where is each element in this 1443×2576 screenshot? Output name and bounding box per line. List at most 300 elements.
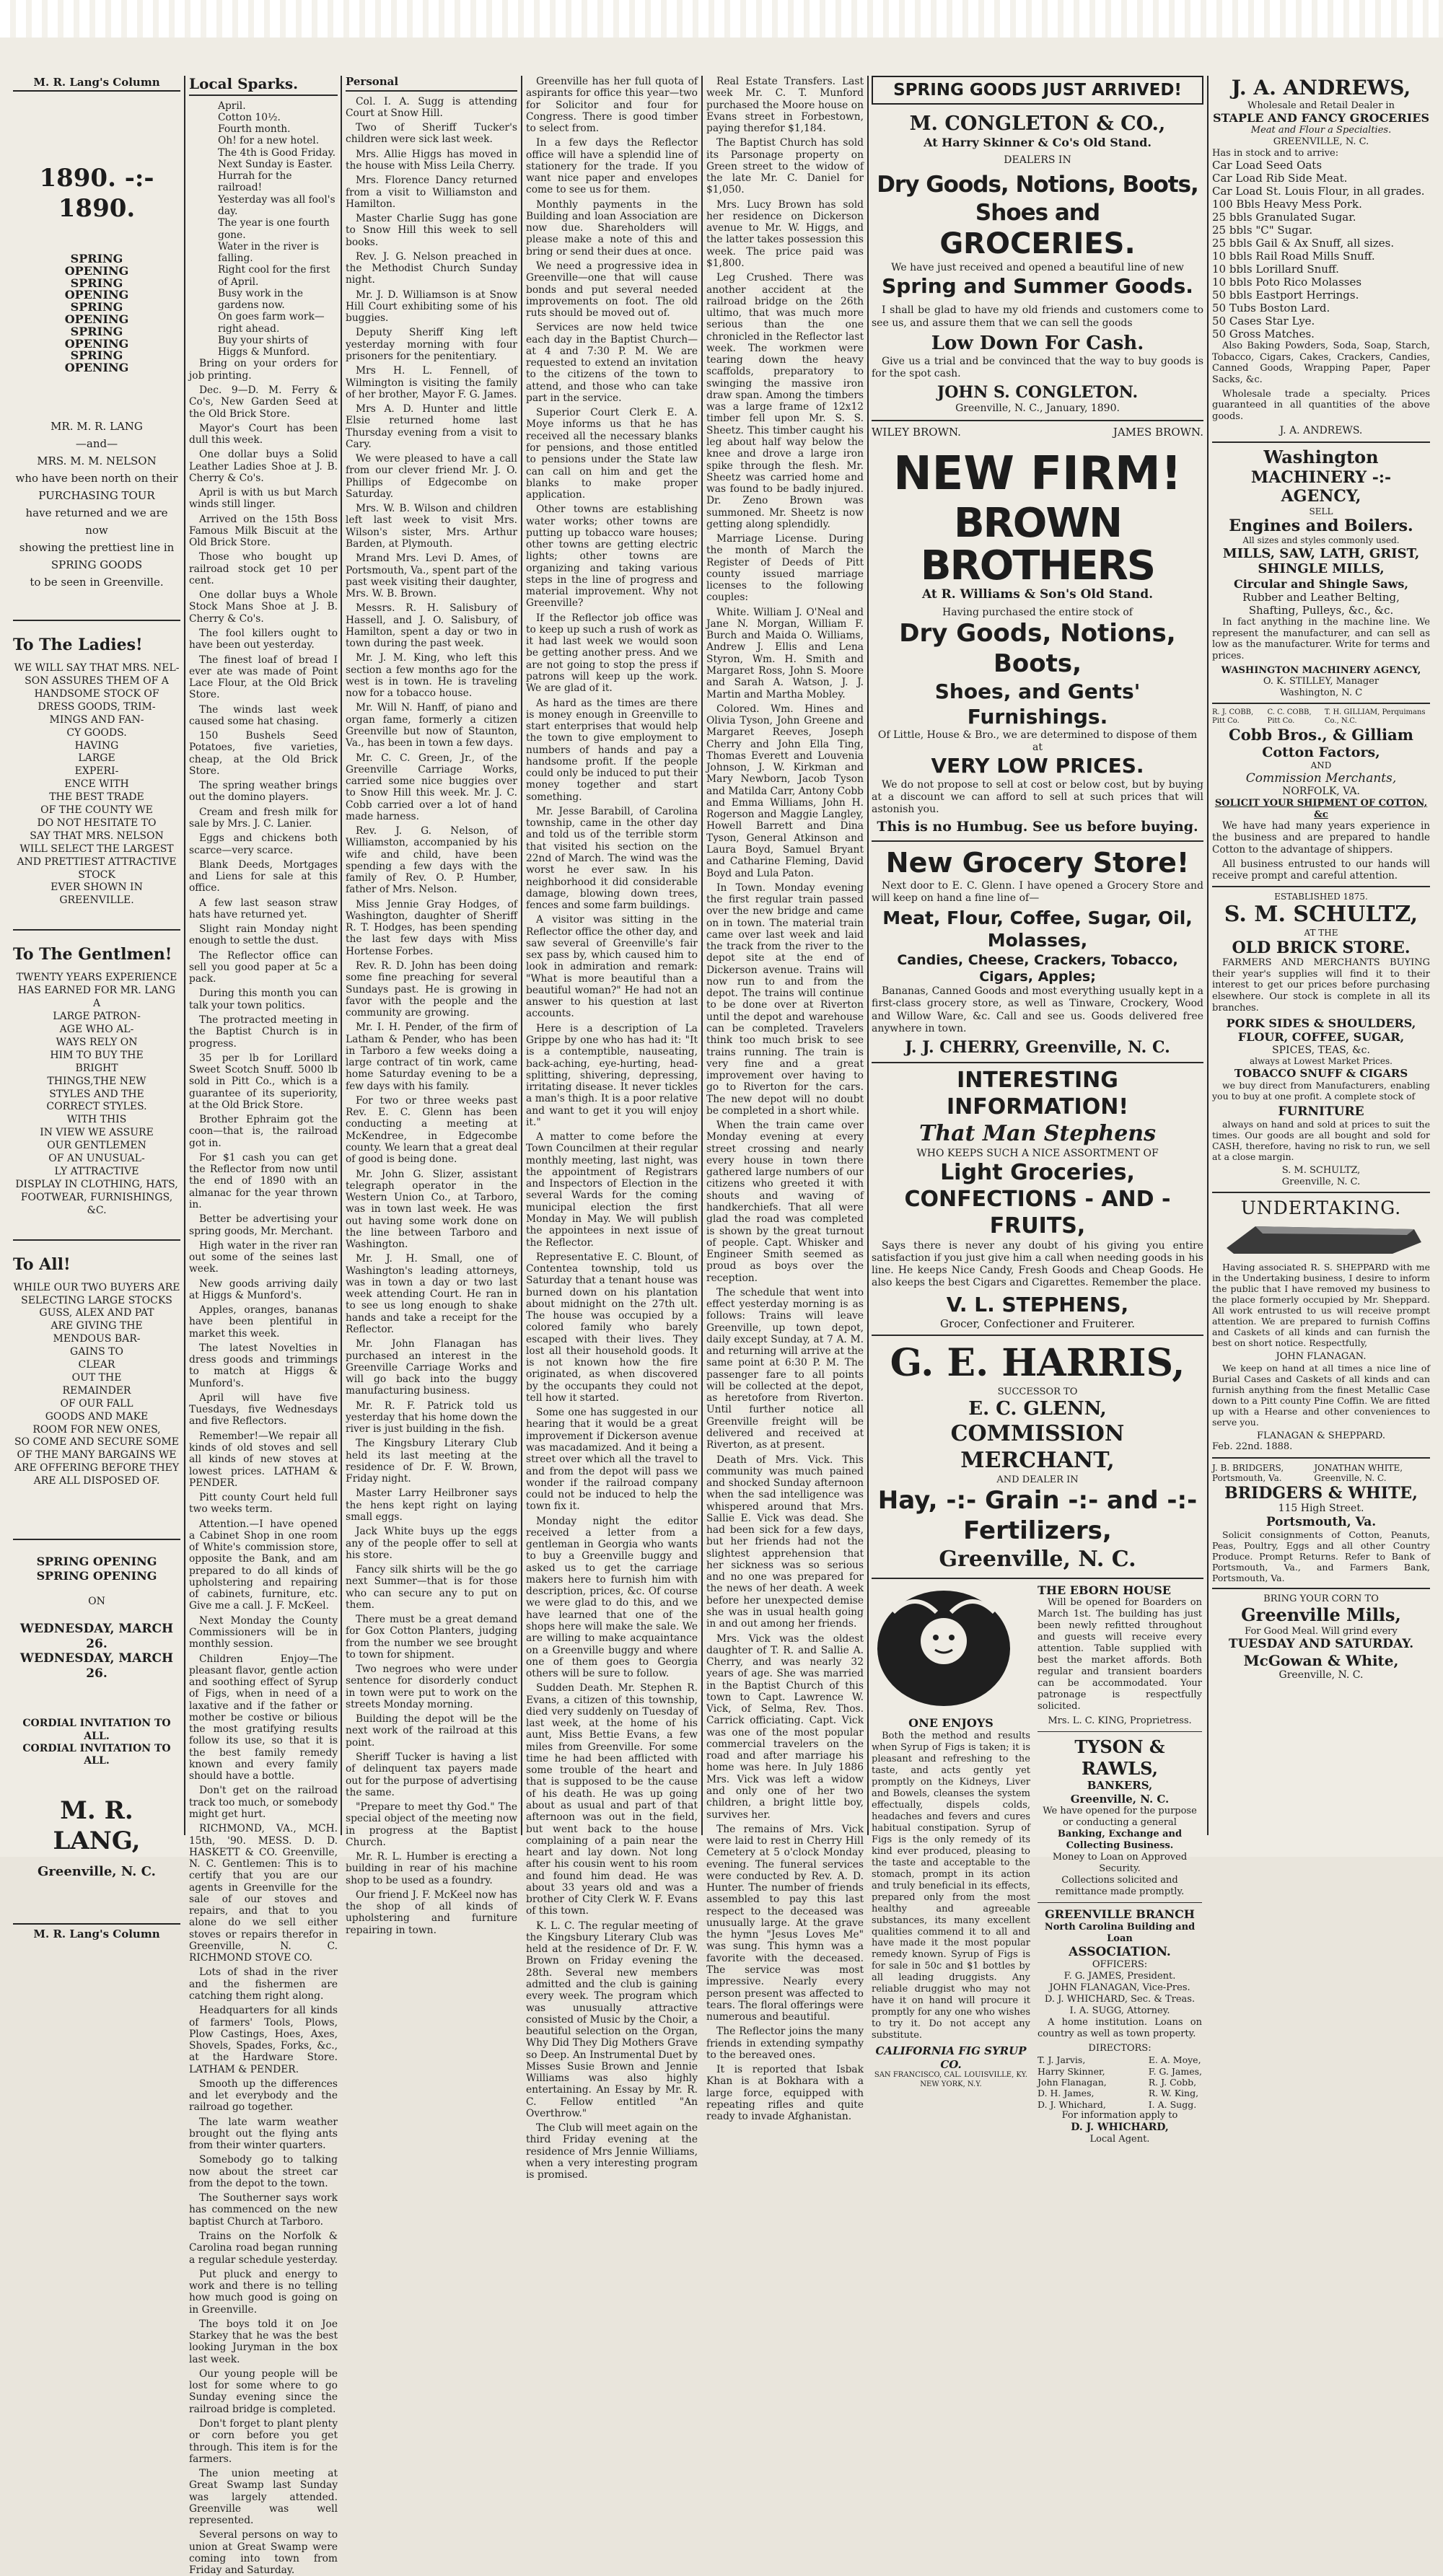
figs-company: CALIFORNIA FIG SYRUP CO. xyxy=(875,2044,1027,2071)
andrews-sign: J. A. ANDREWS. xyxy=(1279,425,1363,437)
local-spark-item: A few last season straw hats have returned yet. xyxy=(189,897,338,920)
ladies-line: OF THE COUNTY WE xyxy=(40,804,153,817)
schultz-tobacco: TOBACCO SNUFF & CIGARS xyxy=(1234,1066,1408,1080)
spark-line: Fourth month. xyxy=(218,123,291,136)
local-spark-item: The fool killers ought to have been out yesterday. xyxy=(189,628,338,651)
gentlemen-line: DISPLAY IN CLOTHING, HATS, xyxy=(15,1178,178,1190)
congleton-sign: JOHN S. CONGLETON. xyxy=(937,383,1139,403)
local-spark-item: Put pluck and energy to work and there is no telling how much good is going on in Greenville. xyxy=(189,2268,338,2316)
figs-cities: SAN FRANCISCO, CAL. LOUISVILLE, KY. NEW YORK, N.Y. xyxy=(874,2071,1028,2088)
stephens-who: WHO KEEPS SUCH A NICE ASSORTMENT OF xyxy=(916,1147,1159,1159)
branch-directors-head: DIRECTORS: xyxy=(1088,2043,1152,2054)
tyson-collect: Collections solicited and remittance made promptly. xyxy=(1055,1874,1185,1897)
local-spark-item: Blank Deeds, Mortgages and Liens for sale at this office. xyxy=(189,858,338,894)
brown-goods-1: Dry Goods, Notions, Boots, xyxy=(899,619,1176,679)
personal-item: The Kingsbury Literary Club held its last meeting at the residence of Dr. F. W. Brown, Friday night. xyxy=(346,1438,517,1485)
brown-prices: VERY LOW PRICES. xyxy=(931,754,1144,778)
cobb-body: We have had many years experience in the business and are prepared to handle Cotton to the advantage of shippers. xyxy=(1212,820,1430,856)
cordial-line: CORDIAL INVITATION TO ALL. xyxy=(22,1718,171,1742)
schultz-sign-place: Greenville, N. C. xyxy=(1281,1176,1361,1187)
date-line: WEDNESDAY, MARCH 26. xyxy=(19,1651,174,1682)
washington-shafting: Shafting, Pulleys, &c., &c. xyxy=(1248,604,1394,617)
news-item: In Town. Monday evening the first regular train passed over the new bridge and came on in town. The material train came over last week and laid the track from the river to the depot site at the end of Dickerson avenue. Trains will now run to and from the depot. The trains will continue to be done over at Riverton until the depot and warehouse can be completed. Travelers think too much brisk to see trains running. The train is very fine and a great improvement over having to go to Riverton for the cars. The new depot will no doubt be completed in a short while. xyxy=(706,882,864,1117)
ladies-line: EXPERI- xyxy=(74,765,119,778)
local-spark-item: New goods arriving daily at Higgs & Munford's. xyxy=(189,1278,338,1301)
stephens-sign: V. L. STEPHENS, xyxy=(946,1292,1129,1316)
personal-item: Mr. John G. Slizer, assistant telegraph operator in the Western Union Co., at Tarboro, was in town last week. He was out having some work done on the line between Tarboro and Washington. xyxy=(346,1168,517,1251)
local-spark-item: The winds last week caused some hat chasing. xyxy=(189,703,338,727)
advertisements-wide-column xyxy=(872,76,1203,2145)
branch-agent-role: Local Agent. xyxy=(1089,2134,1150,2145)
spark-line: Yesterday was all fool's day. xyxy=(218,193,335,217)
local-spark-item: Cream and fresh milk for sale by Mrs. J. C. Lanier. xyxy=(189,806,338,830)
grocery-body: Bananas, Canned Goods and most everything usually kept in a first-class grocery store, as well as Tinware, Crockery, Wood and Willow Ware, &c. Call and see us. Goods delivered free anywhere in town. xyxy=(872,985,1203,1034)
local-spark-item: Don't forget to plant plenty or corn before you get through. This item is for the farmers. xyxy=(189,2418,338,2465)
local-spark-item: Mayor's Court has been dull this week. xyxy=(189,422,338,447)
schultz-est: ESTABLISHED 1875. xyxy=(1274,892,1368,902)
lang-column xyxy=(13,76,180,1940)
casket-illustration xyxy=(1212,1219,1429,1258)
undertaking-body: Having associated R. S. SHEPPARD with me in the Undertaking business, I desire to inform the public that I have removed my business to the place formerly occupied by Mr. Sheppard. All work entrusted to us will receive prompt attention. We are prepared to furnish Coffins and Caskets of all kinds and can furnish the best on short notice. Respectfully, xyxy=(1212,1262,1430,1349)
column-rule xyxy=(341,76,342,1835)
all-line: ARE ALL DISPOSED OF. xyxy=(33,1475,160,1487)
mills-place: Greenville, N. C. xyxy=(1278,1669,1364,1681)
branch-officer: I. A. SUGG, Attorney. xyxy=(1069,2005,1170,2017)
editorial-item: A matter to come before the Town Councilmen at their regular monthly meeting, last night, was the appointment of Registrars and Inspectors of Election in the several Wards for the coming municipal election the first Monday in May. We will publish the appointees in next issue of the Reflector. xyxy=(526,1131,698,1249)
tour-line: MRS. M. M. NELSON xyxy=(37,454,157,468)
local-spark-item: Several persons on way to union at Great Swamp were coming into town from Friday and Saturday. xyxy=(189,2529,338,2576)
personal-item: Mrs A. D. Hunter and little Elsie returned home last Thursday evening from a visit to Cary. xyxy=(346,403,517,450)
cobb-body-2: All business entrusted to our hands will receive prompt and careful attention. xyxy=(1212,858,1430,882)
news-item: The Reflector joins the many friends in extending sympathy to the bereaved ones. xyxy=(706,2026,864,2061)
sparks-paragraphs xyxy=(189,358,338,2576)
schultz-furniture-body: always on hand and sold at prices to suit the times. Our goods are all bought and sold for CASH, therefore, having no risk to run, we sell at a close margin. xyxy=(1212,1119,1430,1163)
branch-body: A home institution. Loans on country as well as town property. xyxy=(1038,2017,1202,2040)
tour-line: to be seen in Greenville. xyxy=(30,576,164,589)
cobb-partner: R. J. COBB, Pitt Co. xyxy=(1212,708,1254,726)
cobb-name: Cobb Bros., & Gilliam xyxy=(1229,726,1413,744)
column-header: M. R. Lang's Column xyxy=(13,76,180,92)
editorial-item: Some one has suggested in our hearing that it would be a great improvement if Dickerson avenue was macadamized. And it being a street over which all the travel to and from the depot will pass we wonder if the railroad company could not be induced to help the town fix it. xyxy=(526,1407,698,1513)
gentlemen-line: CORRECT STYLES. xyxy=(46,1101,147,1113)
advertisements-right-column xyxy=(1212,76,1430,1835)
andrews-also: Also Baking Powders, Soda, Soap, Starch, Tobacco, Cigars, Cakes, Crackers, Candies, Canned Goods, Wrapping Paper, Paper Sacks, &c. xyxy=(1212,340,1430,385)
personal-item: Two negroes who were under sentence for disorderly conduct in town were put to work on the streets Monday morning. xyxy=(346,1663,517,1710)
stephens-light: Light Groceries, xyxy=(940,1160,1135,1186)
stock-item: 25 bbls Gail & Ax Snuff, all sizes. xyxy=(1212,237,1395,250)
new-firm-heading: NEW FIRM! xyxy=(893,447,1182,501)
director: E. A. Moye, xyxy=(1148,2054,1201,2066)
ladies-line: WE WILL SAY THAT MRS. NEL- xyxy=(14,662,180,674)
tour-line: who have been north on their xyxy=(15,472,178,485)
personal-item: Master Larry Heilbroner says the hens kept right on laying small eggs. xyxy=(346,1487,517,1523)
director: Harry Skinner, xyxy=(1038,2065,1105,2077)
stock-item: 25 bbls "C" Sugar. xyxy=(1212,224,1313,237)
gentlemen-line: LY ATTRACTIVE xyxy=(54,1165,139,1177)
spring-opening-line: SPRING OPENING xyxy=(64,300,129,327)
schultz-body: FARMERS AND MERCHANTS BUYING their year's supplies will find it to their interest to get our prices before purchasing elsewhere. Our stock is complete in all its branches. xyxy=(1212,957,1430,1014)
personal-item: Mr. Will N. Hanff, of piano and organ fame, formerly a citizen Greenville but now of Staunton, Va., has been in town a few days. xyxy=(346,702,517,749)
editorial-item: Mr. Jesse Barabill, of Carolina township, came in the other day and told us of the terrible storm that visited his section on the 22nd of March. The wind was the worst he ever saw. In his neighborhood it did considerable damage, blowing down trees, fences and some farm buildings. xyxy=(526,805,698,912)
all-line: CLEAR xyxy=(78,1359,115,1371)
schultz-store: OLD BRICK STORE. xyxy=(1232,938,1411,957)
local-spark-item: The late warm weather brought out the flying ants from their winter quarters. xyxy=(189,2116,338,2152)
spark-line: Busy work in the gardens now. xyxy=(218,287,304,312)
news-item: It is reported that Isbak Khan is at Bokhara with a large force, equipped with repeating rifles and quite ready to invade Afghanistan. xyxy=(706,2064,864,2123)
personal-item: Mr. J. D. Williamson is at Snow Hill Court exhibiting some of his buggies. xyxy=(346,289,517,325)
branch-officer: JOHN FLANAGAN, Vice-Pres. xyxy=(1049,1982,1190,1994)
spark-line: The 4th is Good Friday. xyxy=(218,146,335,159)
gentlemen-line: LARGE PATRON- xyxy=(53,1011,141,1023)
news-item: White. William J. O'Neal and Jane N. Morgan, William F. Burch and Maida O. Williams, Andrew J. Ellis and Lena Styron, Wm. H. Smith and Margaret Ross, John S. Moore and Sarah A. Watson, J. J. Martin and Martha Mobley. xyxy=(706,606,864,700)
washington-engines: Engines and Boilers. xyxy=(1229,516,1413,536)
harris-dealer: AND DEALER IN xyxy=(996,1474,1079,1486)
undertaking-sign-2: FLANAGAN & SHEPPARD. xyxy=(1256,1430,1386,1441)
branch-officer: F. G. JAMES, President. xyxy=(1063,1971,1176,1982)
congleton-received: We have just received and opened a beautiful line of new xyxy=(891,261,1184,273)
tyson-biz: Banking, Exchange and Collecting Business. xyxy=(1057,1829,1183,1852)
page-top-edge xyxy=(0,0,1443,38)
all-line: MENDOUS BAR- xyxy=(53,1333,141,1345)
tour-line: —and— xyxy=(75,437,118,451)
divider xyxy=(13,1539,180,1540)
local-spark-item: Somebody go to talking now about the street car from the depot to the town. xyxy=(189,2154,338,2189)
personal-column xyxy=(346,75,517,1936)
gentlemen-line: OF AN UNUSUAL- xyxy=(48,1153,145,1165)
grocery-items: Meat, Flour, Coffee, Sugar, Oil, Molasses, xyxy=(882,907,1193,951)
tour-line: SPRING GOODS xyxy=(51,558,143,572)
spark-line: Water in the river is falling. xyxy=(218,240,320,265)
washington-circular: Circular and Shingle Saws, xyxy=(1233,577,1408,592)
column-rule xyxy=(184,76,185,1835)
local-spark-item: For $1 cash you can get the Reflector from now until the end of 1890 with an almanac for the year thrown in. xyxy=(189,1151,338,1210)
personal-item: We were pleased to have a call from our clever friend Mr. J. O. Phillips of Edgecombe on Saturday. xyxy=(346,453,517,500)
grocery-intro: Next door to E. C. Glenn. I have opened a Grocery Store and will keep on hand a fine line of— xyxy=(872,879,1203,904)
harris-commission: COMMISSION MERCHANT, xyxy=(950,1421,1125,1474)
spring-opening-line: SPRING OPENING xyxy=(64,348,129,375)
bridgers-name: BRIDGERS & WHITE, xyxy=(1224,1483,1418,1503)
column-footer: M. R. Lang's Column xyxy=(13,1923,180,1940)
stephens-role: Grocer, Confectioner and Fruiterer. xyxy=(939,1317,1136,1331)
column-rule xyxy=(701,76,703,1835)
washington-title: Washington xyxy=(1263,447,1379,468)
undertaking-title: UNDERTAKING. xyxy=(1240,1197,1402,1219)
news-item: The remains of Mrs. Vick were laid to rest in Cherry Hill Cemetery at 5 o'clock Monday evening. The funeral services were conducted by Rev. A. D. Hunter. The number of friends assembled to pay this last respect to the deceased was unusually large. At the grave the hymn "Jesus Loves Me" was sung. This hymn was a favorite with the deceased. The service was most impressive. Nearly every person present was affected to tears. The floral offerings were numerous and beautiful. xyxy=(706,1823,864,2023)
all-line: WHILE OUR TWO BUYERS ARE xyxy=(13,1281,180,1293)
spark-line: Cotton 10½. xyxy=(218,111,281,123)
director: I. A. Sugg. xyxy=(1148,2098,1197,2110)
divider xyxy=(1038,1731,1202,1732)
congleton-summer: Spring and Summer Goods. xyxy=(882,274,1193,299)
editorial-item: Sudden Death. Mr. Stephen R. Evans, a citizen of this township, died very suddenly on Tuesday of last week, at the home of his aunt, Miss Bettie Evans, a few miles from Greenville. For some time he had been afflicted with some trouble of the heart and that is supposed to be the cause of his death. He was up going about as usual and part of that afternoon was out in the field, but went back to the house complaining of a pain near the heart and lay down. Not long after his cousin went to his room and found him dead. He was about 33 years old and was a brother of City Clerk W. F. Evans of this town. xyxy=(526,1682,698,1917)
local-spark-item: 35 per lb for Lorillard Sweet Scotch Snuff. 5000 lb sold in Pitt Co., which is a guarantee of its superiority, at the Old Brick Store. xyxy=(189,1052,338,1111)
andrews-sub: Wholesale and Retail Dealer in xyxy=(1247,100,1395,111)
bridgers-street: 115 High Street. xyxy=(1278,1503,1364,1515)
brown-of: Of Little, House & Bro., we are determined to dispose of them at xyxy=(877,729,1198,754)
spring-opening-stack xyxy=(43,253,151,374)
ladies-line: HAVING xyxy=(74,739,119,752)
personal-item: Mr. John Flanagan has purchased an interest in the Greenville Carriage Works and will go back into the buggy manufacturing business. xyxy=(346,1338,517,1397)
ads-lower-split xyxy=(872,1583,1203,2146)
congleton-firm: M. CONGLETON & CO., xyxy=(909,113,1166,136)
tyson-place: Greenville, N. C. xyxy=(1070,1792,1170,1806)
harris-hay: Hay, -:- Grain -:- and -:- Fertilizers, xyxy=(877,1486,1198,1545)
news-item: Mrs. Lucy Brown has sold her residence on Dickerson avenue to Mr. W. Higgs, and the latter takes possession this week. The price paid was $1,800. xyxy=(706,198,864,269)
editorial-item: In a few days the Reflector office will have a splendid line of stationery for the trade. If you want nice paper and envelopes come to see us for them. xyxy=(526,137,698,196)
news-column xyxy=(706,76,864,2123)
spring-opening-line: SPRING OPENING xyxy=(64,252,129,278)
schultz-lowest: always at Lowest Market Prices. xyxy=(1250,1056,1392,1067)
cobb-and: AND xyxy=(1310,760,1332,771)
grocery-items-2: Candies, Cheese, Crackers, Tobacco, Cigars, Apples; xyxy=(897,951,1178,985)
spark-line: Buy your shirts of Higgs & Munford. xyxy=(218,334,310,359)
all-line: ROOM FOR NEW ONES, xyxy=(32,1423,161,1436)
divider xyxy=(872,1578,1203,1579)
personal-item: Fancy silk shirts will be the go next Summer—that is for those who can secure any to put on them. xyxy=(346,1564,517,1611)
personal-item: Mr. R. L. Humber is erecting a building in rear of his machine shop to be used as a foundry. xyxy=(346,1851,517,1886)
gentlemen-line: STYLES AND THE xyxy=(49,1088,144,1100)
ladies-line: SAY THAT MRS. NELSON xyxy=(30,830,164,842)
branch-officer: D. J. WHICHARD, Sec. & Treas. xyxy=(1044,1994,1196,2005)
personal-item: Building the depot will be the next work of the railroad at this point. xyxy=(346,1713,517,1749)
local-spark-item: Pitt county Court held full two weeks term. xyxy=(189,1492,338,1516)
gentlemen-line: FOOTWEAR, FURNISHINGS, &C. xyxy=(20,1191,173,1216)
director: F. G. James, xyxy=(1148,2065,1202,2077)
local-spark-item: Arrived on the 15th Boss Famous Milk Biscuit at the Old Brick Store. xyxy=(189,513,338,549)
editorial-column xyxy=(526,76,698,2181)
bridgers-partner: J. B. BRIDGERS, Portsmouth, Va. xyxy=(1212,1462,1284,1484)
cobb-commission: Commission Merchants, xyxy=(1245,770,1397,786)
cordial-line: CORDIAL INVITATION TO ALL. xyxy=(22,1742,171,1767)
stock-item: 100 Bbls Heavy Mess Pork. xyxy=(1212,198,1362,211)
gentlemen-line: HAS EARNED FOR MR. LANG A xyxy=(17,985,176,1010)
gentlemen-line: OUR GENTLEMEN xyxy=(47,1140,146,1152)
low-down-cash: Low Down For Cash. xyxy=(931,332,1144,354)
spark-line: On goes farm work—right ahead. xyxy=(218,311,325,335)
ladies-text xyxy=(13,662,180,907)
tour-line: showing the prettiest line in xyxy=(19,541,175,555)
local-spark-item: April is with us but March winds still linger. xyxy=(189,487,338,511)
cobb-solicit: SOLICIT YOUR SHIPMENT OF COTTON, &c xyxy=(1214,797,1428,820)
divider xyxy=(872,1335,1203,1336)
congleton-groceries: GROCERIES. xyxy=(939,227,1136,260)
brown-stand: At R. Williams & Son's Old Stand. xyxy=(921,587,1154,602)
spring-opening-line: SPRING OPENING xyxy=(64,324,129,351)
ladies-heading: To The Ladies! xyxy=(13,636,143,655)
ladies-line: DRESS GOODS, TRIM- xyxy=(38,700,156,713)
local-spark-item: Apples, oranges, bananas have been plentiful in market this week. xyxy=(189,1304,338,1340)
gentlemen-line: WAYS RELY ON xyxy=(56,1036,138,1048)
local-spark-item: During this month you can talk your town politics. xyxy=(189,988,338,1011)
on-label: ON xyxy=(88,1596,105,1608)
cobb-partners xyxy=(1212,708,1430,726)
local-spark-item: High water in the river ran out some of the seines last week. xyxy=(189,1239,338,1275)
brown-humbug: This is no Humbug. See us before buying. xyxy=(877,819,1198,835)
cobb-factors: Cotton Factors, xyxy=(1262,744,1380,760)
ladies-line: CY GOODS. xyxy=(66,726,127,739)
local-sparks-heading: Local Sparks. xyxy=(189,76,338,96)
gentlemen-line: AGE WHO AL- xyxy=(59,1023,134,1035)
editorial-item: Superior Court Clerk E. A. Moye informs us that he has received all the necessary blanks for pensions, and those entitled to pensions under the State law can call on him and get the blanks to make proper application. xyxy=(526,407,698,501)
washington-sizes: All sizes and styles commonly used. xyxy=(1242,535,1400,546)
editorial-item: Greenville has her full quota of aspirants for office this year—two for Solicitor and four for Congress. There is good timber to select from. xyxy=(526,76,698,135)
stephens-title: INTERESTING INFORMATION! xyxy=(946,1068,1129,1120)
branch-info: For information apply to xyxy=(1061,2110,1178,2122)
local-spark-item: Remember!—We repair all kinds of old stoves and sell all kinds of new stoves at lowest prices. LATHAM & PENDER. xyxy=(189,1430,338,1489)
ladies-line: WILL SELECT THE LARGEST xyxy=(19,843,174,855)
congleton-location: At Harry Skinner & Co's Old Stand. xyxy=(924,136,1152,150)
divider xyxy=(13,929,180,931)
personal-item: Col. I. A. Sugg is attending Court at Snow Hill. xyxy=(346,95,517,119)
news-item: Marriage License. During the month of March the Register of Deeds of Pitt county issued marriage licenses to the following couples: xyxy=(706,533,864,604)
local-spark-item: Dec. 9—D. M. Ferry & Co's, New Garden Seed at the Old Brick Store. xyxy=(189,384,338,420)
local-spark-item: The Southerner says work has commenced on the new baptist Church at Tarboro. xyxy=(189,2192,338,2228)
brown-brothers-heading: BROWN BROTHERS xyxy=(920,499,1155,589)
director: John Flanagan, xyxy=(1038,2077,1107,2088)
mills-name: Greenville Mills, xyxy=(1241,1604,1401,1625)
eborn-body: Will be opened for Boarders on March 1st. The building has just been newly refitted throughout and guests will receive every attention. Table supplied with best the market affords. Both regular and transient boarders can be accommodated. Your patronage is respectfully solicited. xyxy=(1038,1597,1202,1713)
branch-agent: D. J. WHICHARD, xyxy=(1071,2122,1169,2134)
personal-item: There must be a great demand for Gox Cotton Planters, judging from the number we see brought to town for shipment. xyxy=(346,1614,517,1661)
schultz-pork: PORK SIDES & SHOULDERS, xyxy=(1226,1016,1416,1031)
years-heading: 1890. -:- 1890. xyxy=(39,164,154,224)
divider xyxy=(872,840,1203,842)
schultz-sign: S. M. SCHULTZ, xyxy=(1281,1165,1361,1177)
local-spark-item: Children Enjoy—The pleasant flavor, gentle action and soothing effect of Syrup of Figs, when in need of a laxative and if the father or mother be costive or bilious the most gratifying results follow its use, so that it is the best family remedy known and every family should have a bottle. xyxy=(189,1653,338,1782)
cobb-partner: T. H. GILLIAM, Perquimans Co., N.C. xyxy=(1324,708,1426,726)
congleton-body: I shall be glad to have my old friends and customers come to see us, and assure them that we can sell the goods xyxy=(872,304,1203,329)
washington-agency: MACHINERY -:- AGENCY, xyxy=(1250,467,1392,506)
news-item: When the train came over Monday evening at every street crossing and nearly every house in town there gathered large numbers of our citizens who greeted it with shouts and waving of handkerchiefs. That all were glad the road was completed is shown by the great turnout of people. Capt. Whisker and Engineer Smith seemed as proud as boys over the reception. xyxy=(706,1120,864,1284)
editorial-item: K. L. C. The regular meeting of the Kingsbury Literary Club was held at the residence of Dr. F. W. Brown on Friday evening the 28th. Several new members admitted and the club is gaining every week. The program which was unusually attractive consisted of Music by the Choir, a beautiful selection on the Organ, Why Did They Dig Mothers Grave so Deep. An Instrumental Duet by Misses Susie Brown and Jennie Williams was also highly entertaining. An Essay by Mr. R. C. Fellow entitled "An Overthrow." xyxy=(526,1920,698,2119)
sparks-short-lines xyxy=(189,100,338,359)
congleton-sign-place: Greenville, N. C., January, 1890. xyxy=(955,403,1120,415)
editorial-paragraphs xyxy=(526,76,698,2181)
local-spark-item: Don't get on the railroad track too much, or somebody might get hurt. xyxy=(189,1785,338,1820)
bridgers-partners xyxy=(1212,1463,1430,1484)
bridgers-city: Portsmouth, Va. xyxy=(1266,1514,1377,1529)
editorial-item: We need a progressive idea in Greenville—one that will cause bonds and put several needed improvements on foot. The old ruts should be moved out of. xyxy=(526,260,698,320)
stephens-sub: That Man Stephens xyxy=(919,1120,1156,1146)
tour-line: have returned and we are now xyxy=(25,506,168,537)
washington-body: In fact anything in the machine line. We represent the manufacturer, and can sell as low as the manufacturer. Write for terms and prices. xyxy=(1212,617,1430,662)
cherub-illustration xyxy=(872,1583,1016,1713)
director: D. J. Whichard, xyxy=(1038,2098,1106,2110)
director: R. J. Cobb, xyxy=(1148,2077,1197,2088)
spark-line: April. xyxy=(218,100,246,112)
tyson-title: TYSON & RAWLS, xyxy=(1074,1736,1165,1779)
branch-directors xyxy=(1038,2054,1202,2110)
directors-left xyxy=(1038,2054,1107,2110)
editorial-item: Monday night the editor received a letter from a gentleman in Georgia who wants to buy a Greenville buggy and asked us to get the carriage makers here to furnish him with description, prices, &c. Of course we were glad to do this, and we have learned that one of the shops here will make the sale. We are willing to make acquaintance on a Greenville buggy and where one of them goes to Georgia others will be sure to follow. xyxy=(526,1515,698,1680)
ladies-line: AND PRETTIEST ATTRACTIVE STOCK xyxy=(17,856,177,881)
spring-goods-banner: SPRING GOODS JUST ARRIVED! xyxy=(872,76,1203,105)
spark-line: Next Sunday is Easter. xyxy=(218,158,333,170)
branch-officers-head: OFFICERS: xyxy=(1092,1959,1148,1971)
editorial-item: As hard as the times are there is money enough in Greenville to start enterprises that would help the town to give employment to numbers of hands and pay a handsome profit. If the people could only be induced to put their money together and start something. xyxy=(526,697,698,803)
spark-line: The year is one fourth gone. xyxy=(218,217,330,241)
ladies-line: DO NOT HESITATE TO xyxy=(37,817,157,829)
all-line: GUSS, ALEX AND PAT xyxy=(39,1307,154,1319)
local-spark-item: Smooth up the differences and let everybody and the railroad go together. xyxy=(189,2078,338,2114)
stock-item: Car Load St. Louis Flour, in all grades. xyxy=(1212,185,1425,198)
washington-agency-name: WASHINGTON MACHINERY AGENCY, xyxy=(1221,664,1421,676)
local-spark-item: The boys told it on Joe Starkey that he was the best looking Juryman in the box last week. xyxy=(189,2318,338,2365)
schultz-at: AT THE xyxy=(1304,928,1338,938)
all-line: ARE GIVING THE xyxy=(51,1320,143,1332)
personal-item: Master Charlie Sugg has gone to Snow Hill this week to sell books. xyxy=(346,213,517,248)
personal-item: Mr. J. H. Small, one of Washington's leading attorneys, was in town a day or two last week attending Court. He ran in to see us long enough to shake hands and take a receipt for the Reflector. xyxy=(346,1253,517,1335)
congleton-give: Give us a trial and be convinced that the way to buy goods is for the spot cash. xyxy=(872,355,1203,380)
spark-line: Hurrah for the railroad! xyxy=(218,170,292,194)
brown-having: Having purchased the entire stock of xyxy=(942,607,1133,619)
schultz-tobacco-body: we buy direct from Manufacturers, enabling you to buy at one profit. A complete stock of xyxy=(1212,1079,1430,1102)
local-spark-item: Headquarters for all kinds of farmers' Tools, Plows, Plow Castings, Hoes, Axes, Shovels, Spades, Forks, &c., at the Hardware Store. LATHAM & PENDER. xyxy=(189,2005,338,2075)
congleton-goods: Dry Goods, Notions, Boots, Shoes and xyxy=(877,172,1198,226)
local-spark-item: April will have five Tuesdays, five Wednesdays and five Reflectors. xyxy=(189,1392,338,1428)
gentlemen-heading: To The Gentlmen! xyxy=(13,945,172,964)
ladies-line: THE BEST TRADE xyxy=(49,791,144,804)
all-line: OUT THE xyxy=(71,1371,122,1384)
news-item: Colored. Wm. Hines and Olivia Tyson, John Greene and Margaret Reeves, Joseph Cherry and John Ella Ting, Thomas Everett and Louvenia Johnson, J. W. Kirkman and Mary Newborn, Jacob Tyson and Matilda Carr, Antony Cobb and Emma Williams, John H. Rogerson and Maggie Langley, Howell Barrett and Dina Tyson, General Atkinson and Laura Boyd, Samuel Bryant and Catharine Fleming, David Boyd and Lula Paton. xyxy=(706,703,864,879)
personal-item: Jack White buys up the eggs any of the people offer to sell at his store. xyxy=(346,1526,517,1561)
tour-line: MR. M. R. LANG xyxy=(51,420,143,434)
editorial-item: The Club will meet again on the third Friday evening at the residence of Mrs Jennie Williams, when a very interesting program is promised. xyxy=(526,2122,698,2181)
bridgers-partner: JONATHAN WHITE, Greenville, N. C. xyxy=(1314,1462,1403,1484)
personal-item: Mrand Mrs. Levi D. Ames, of Portsmouth, Va., spent part of the past week visiting their daughter, Mrs. W. B. Brown. xyxy=(346,553,517,600)
stock-item: 10 bbls Poto Rico Molasses xyxy=(1212,276,1362,289)
harris-place: Greenville, N. C. xyxy=(939,1546,1136,1572)
branch-title: GREENVILLE BRANCH xyxy=(1045,1907,1195,1921)
personal-item: Two of Sheriff Tucker's children were sick last week. xyxy=(346,122,517,146)
divider xyxy=(13,620,180,621)
divider xyxy=(872,420,1203,421)
dealers-label: DEALERS IN xyxy=(1004,154,1071,167)
local-spark-item: Eggs and chickens both scarce—very scarce. xyxy=(189,832,338,856)
director: T. J. Jarvis, xyxy=(1038,2054,1086,2066)
stock-item: 10 bbls Lorillard Snuff. xyxy=(1212,263,1339,276)
personal-item: Deputy Sheriff King left yesterday morning with four prisoners for the penitentiary. xyxy=(346,327,517,362)
personal-item: Mr. R. F. Patrick told us yesterday that his home down the river is just building in the fish. xyxy=(346,1399,517,1436)
local-spark-item: The union meeting at Great Swamp last Sunday was largely attended. Greenville was well represented. xyxy=(189,2468,338,2527)
local-spark-item: Better be advertising your spring goods, Mr. Merchant. xyxy=(189,1213,338,1237)
bridgers-body: Solicit consignments of Cotton, Peanuts, Peas, Poultry, Eggs and all other Country Produce. Prompt Returns. Refer to Bank of Portsmouth, Va., and Farmers Bank, Portsmouth, Va. xyxy=(1212,1529,1430,1584)
ladies-line: EVER SHOWN IN GREENVILLE. xyxy=(51,882,143,907)
gentlemen-line: WITH THIS xyxy=(66,1114,127,1126)
undertaking-date: Feb. 22nd. 1888. xyxy=(1212,1441,1293,1453)
local-spark-item: 150 Bushels Seed Potatoes, five varieties, cheap, at the Old Brick Store. xyxy=(189,730,338,777)
director: R. W. King, xyxy=(1148,2088,1199,2099)
mills-owners: McGowan & White, xyxy=(1243,1651,1399,1669)
news-item: Mrs. Vick was the oldest daughter of T. R. and Sallie A. Cherry, and was nearly 32 years of age. She was married in the Baptist Church of this town to Capt. Lawrence W. Vick, of Selma, Rev. Thos. Carrick officiating. Capt. Vick was one of the most popular commercial travelers on the road and after marriage his home was here. In July 1886 Mrs. Vick was left a widow and only one of her two children, a bright little boy, survives her. xyxy=(706,1632,864,1821)
personal-heading: Personal xyxy=(346,76,517,92)
divider xyxy=(1212,703,1430,704)
local-spark-item: Brother Ephraim got the coon—that is, the railroad got in. xyxy=(189,1114,338,1149)
editorial-item: A visitor was sitting in the Reflector office the other day, and saw several of Greenville's fair sex pass by, which caused him to look in admiration and remark: "What is more beautiful than a beautiful woman?" He had not an answer to his question at last accounts. xyxy=(526,914,698,1020)
divider xyxy=(13,1239,180,1241)
news-item: The Baptist Church has sold its Parsonage property on Green street to the widow of the late Mr. C. Daniel for $1,050. xyxy=(706,137,864,196)
andrews-name: J. A. ANDREWS, xyxy=(1231,76,1411,100)
andrews-staple: STAPLE AND FANCY GROCERIES xyxy=(1212,111,1430,126)
mills-bring: BRING YOUR CORN TO xyxy=(1263,1593,1379,1605)
personal-item: Mr. C. C. Green, Jr., of the Greenville Carriage Works, carried some nice buggies over to Snow Hill this week. Mr. J. C. Cobb carried over a lot of hand made harness. xyxy=(346,752,517,822)
column-rule xyxy=(867,76,869,1835)
harris-name: G. E. HARRIS, xyxy=(890,1341,1185,1386)
all-line: ARE OFFERING BEFORE THEY xyxy=(14,1462,180,1474)
personal-item: Mrs. Allie Higgs has moved in the house with Miss Leila Cherry. xyxy=(346,148,517,172)
date-line: WEDNESDAY, MARCH 26. xyxy=(19,1621,174,1651)
stock-item: 50 Tubs Boston Lard. xyxy=(1212,302,1330,315)
